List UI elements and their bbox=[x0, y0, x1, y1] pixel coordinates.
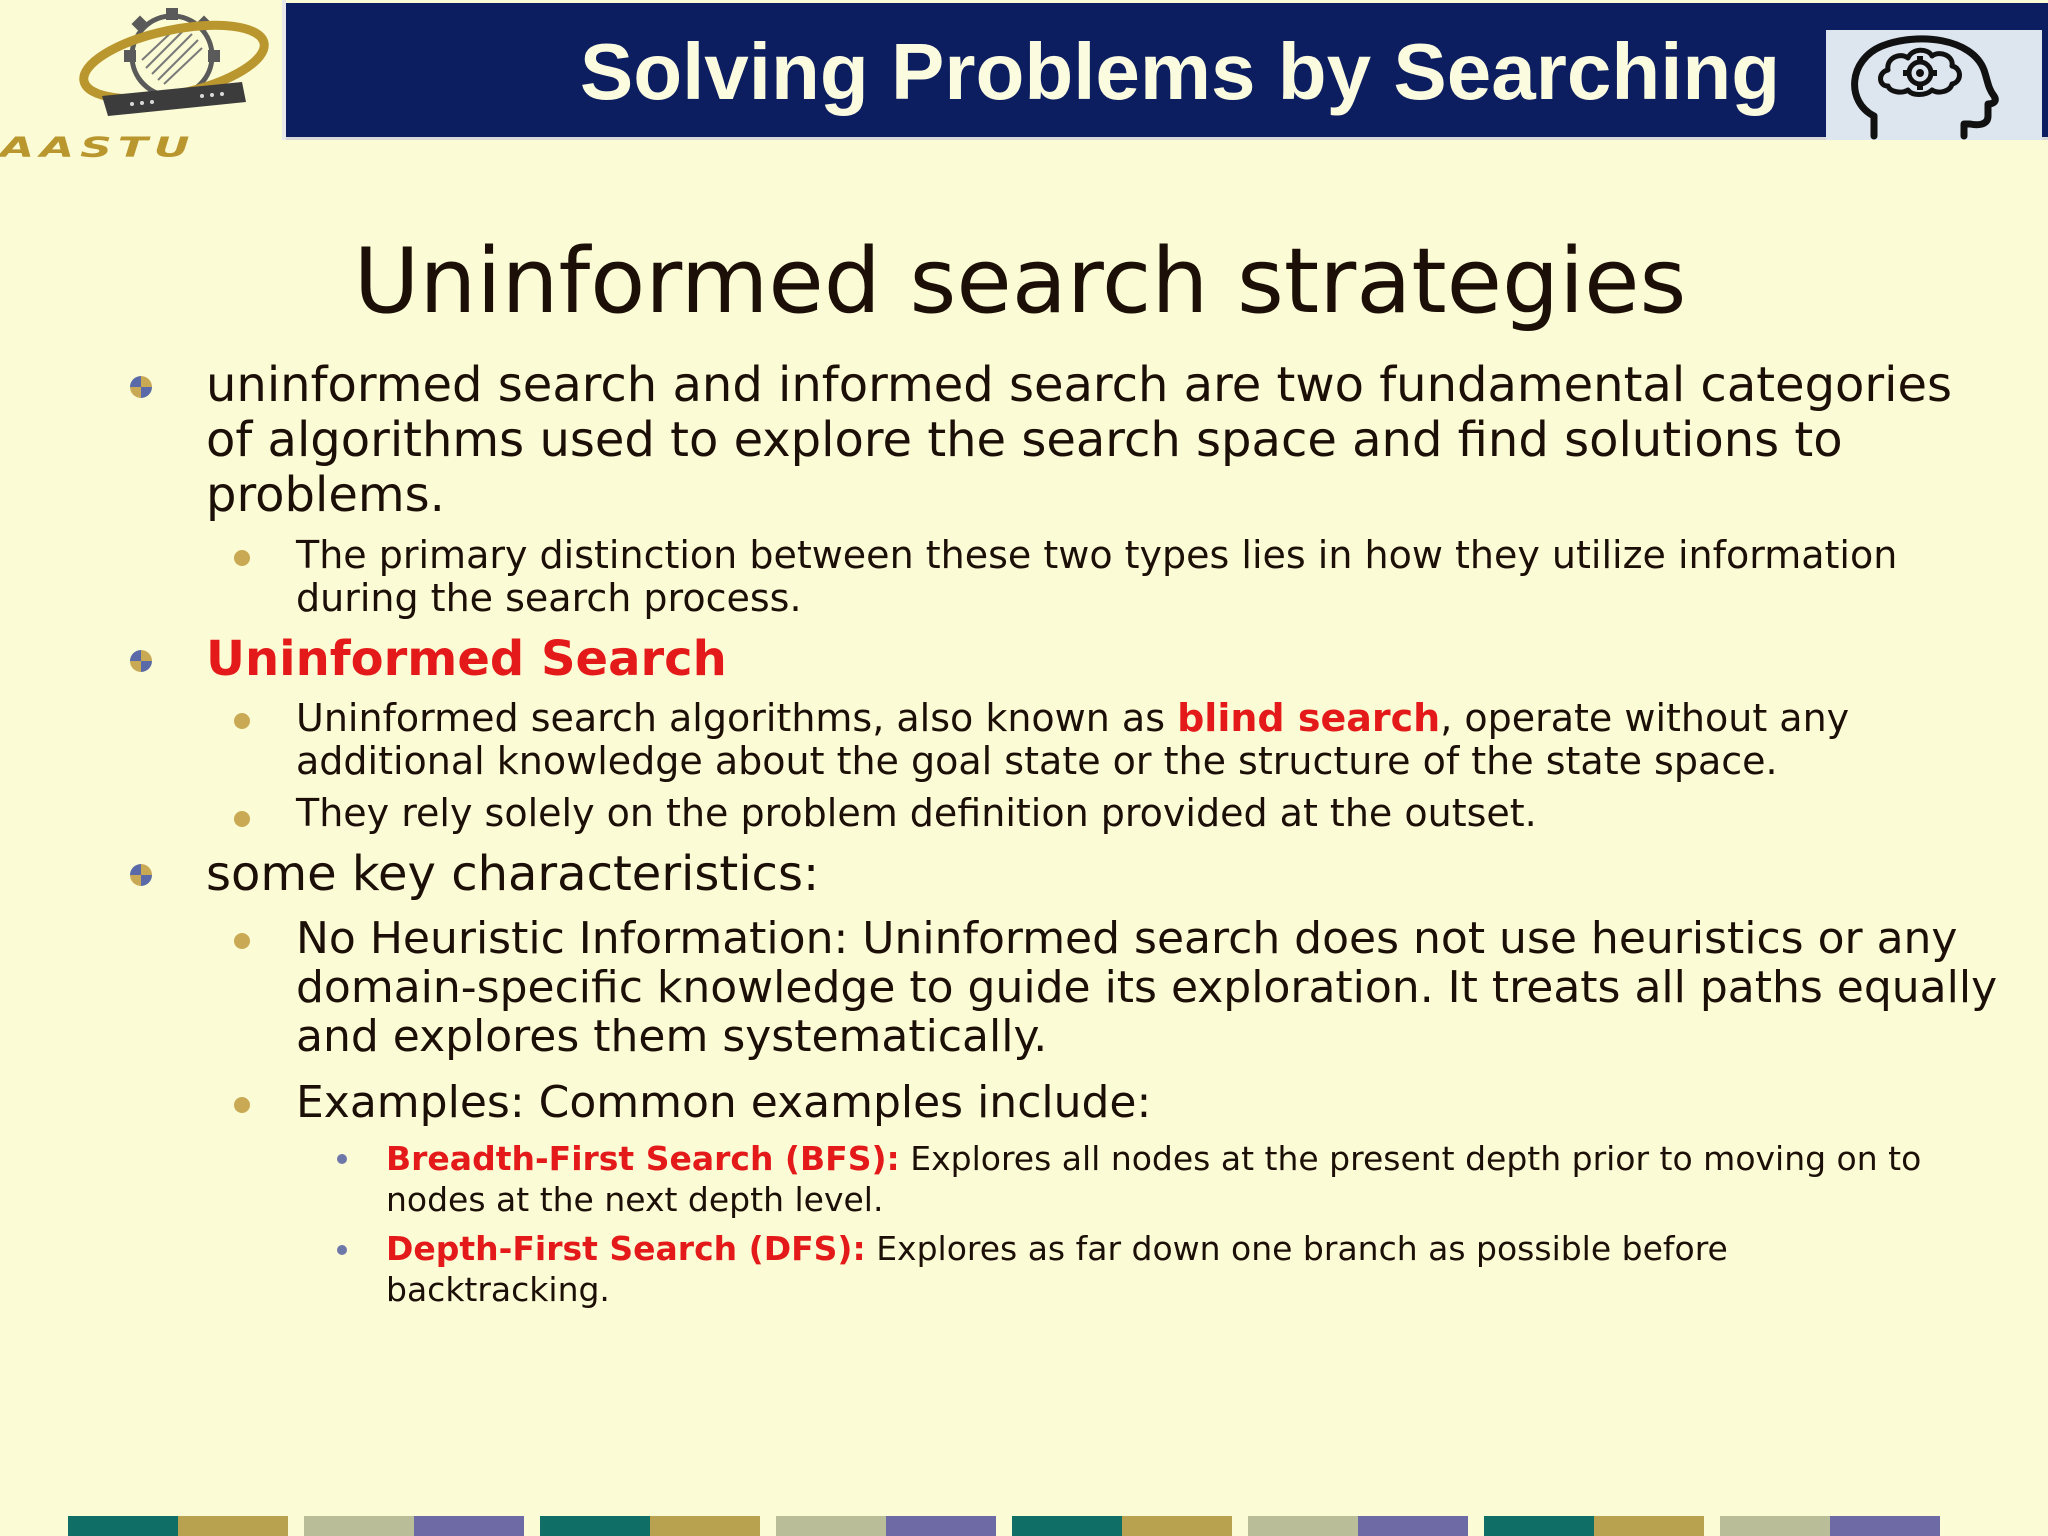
footer-segment bbox=[996, 1516, 1012, 1536]
sub-bullet-examples: Examples: Common examples include: bbox=[296, 1077, 1152, 1128]
sub-bullet-no-heuristic: No Heuristic Information: Uninformed search does not use heuristics or any domain-specific knowledge to guide its exploration. It treats all paths equally and explores them systematically. bbox=[296, 913, 1998, 1062]
university-emblem-icon bbox=[62, 4, 282, 124]
footer-segment bbox=[1468, 1516, 1484, 1536]
blind-search-highlight: blind search bbox=[1177, 696, 1441, 740]
deck-title: Solving Problems by Searching bbox=[579, 27, 1781, 116]
footer-segment bbox=[68, 1516, 178, 1536]
round-bullet-icon bbox=[234, 811, 250, 827]
quadrant-bullet-icon bbox=[130, 864, 152, 886]
quadrant-bullet-icon bbox=[130, 376, 152, 398]
round-bullet-icon bbox=[234, 713, 250, 729]
bfs-description: Explores all nodes at the present depth prior to moving on to nodes at the next depth level. bbox=[386, 1139, 1922, 1219]
footer-segment bbox=[288, 1516, 304, 1536]
bullet-key-characteristics: some key characteristics: bbox=[206, 846, 820, 902]
footer-segment bbox=[1122, 1516, 1232, 1536]
dfs-label: Depth-First Search (DFS): bbox=[386, 1229, 866, 1268]
footer-segment bbox=[1358, 1516, 1468, 1536]
university-logo-text: AASTU bbox=[0, 131, 196, 164]
footer-segment bbox=[1704, 1516, 1720, 1536]
slide-title: Uninformed search strategies bbox=[353, 229, 1687, 334]
footer-segment bbox=[650, 1516, 760, 1536]
round-bullet-icon bbox=[234, 550, 250, 566]
head-gear-brain-icon bbox=[1826, 30, 2042, 140]
sub-bullet-problem-definition: They rely solely on the problem definition provided at the outset. bbox=[296, 791, 1537, 835]
uninformed-search-heading: Uninformed Search bbox=[206, 631, 727, 687]
round-bullet-icon bbox=[234, 1097, 250, 1113]
footer-segment bbox=[776, 1516, 886, 1536]
footer-segment bbox=[760, 1516, 776, 1536]
footer-segment bbox=[886, 1516, 996, 1536]
sub-bullet-blind-search bbox=[296, 697, 2016, 783]
footer-segment bbox=[414, 1516, 524, 1536]
footer-segment bbox=[540, 1516, 650, 1536]
example-dfs bbox=[386, 1228, 1846, 1310]
sub-bullet-blind-search-text-1: Uninformed search algorithms, also known as bbox=[296, 696, 1178, 740]
footer-segment bbox=[524, 1516, 540, 1536]
footer-segment bbox=[1012, 1516, 1122, 1536]
dfs-description: Explores as far down one branch as possible before backtracking. bbox=[386, 1229, 1728, 1309]
footer-segment bbox=[304, 1516, 414, 1536]
sub-bullet-blind-search-text-2: , operate without any additional knowledge about the goal state or the structure of the state space. bbox=[296, 696, 1850, 783]
footer-segment bbox=[1594, 1516, 1704, 1536]
sub-bullet-primary-distinction: The primary distinction between these two types lies in how they utilize information during the search process. bbox=[296, 533, 1898, 620]
footer-segment bbox=[1484, 1516, 1594, 1536]
footer-segment bbox=[1232, 1516, 1248, 1536]
footer-segment bbox=[1248, 1516, 1358, 1536]
footer-segment bbox=[1720, 1516, 1830, 1536]
round-bullet-icon bbox=[234, 933, 250, 949]
head-gear-brain-icon-box bbox=[1826, 30, 2042, 140]
footer-segment bbox=[178, 1516, 288, 1536]
bfs-label: Breadth-First Search (BFS): bbox=[386, 1139, 900, 1178]
university-logo bbox=[0, 0, 310, 172]
quadrant-bullet-icon bbox=[130, 650, 152, 672]
footer-segment bbox=[1830, 1516, 1940, 1536]
example-bfs bbox=[386, 1138, 2006, 1220]
small-bullet-icon bbox=[337, 1154, 347, 1164]
title-bar-divider bbox=[282, 0, 286, 140]
small-bullet-icon bbox=[337, 1245, 347, 1255]
bullet-uninformed-informed: uninformed search and informed search are two fundamental categories of algorithms used to explore the search space and find solutions to problems. bbox=[206, 357, 1953, 523]
footer-color-bar bbox=[68, 1516, 1958, 1536]
